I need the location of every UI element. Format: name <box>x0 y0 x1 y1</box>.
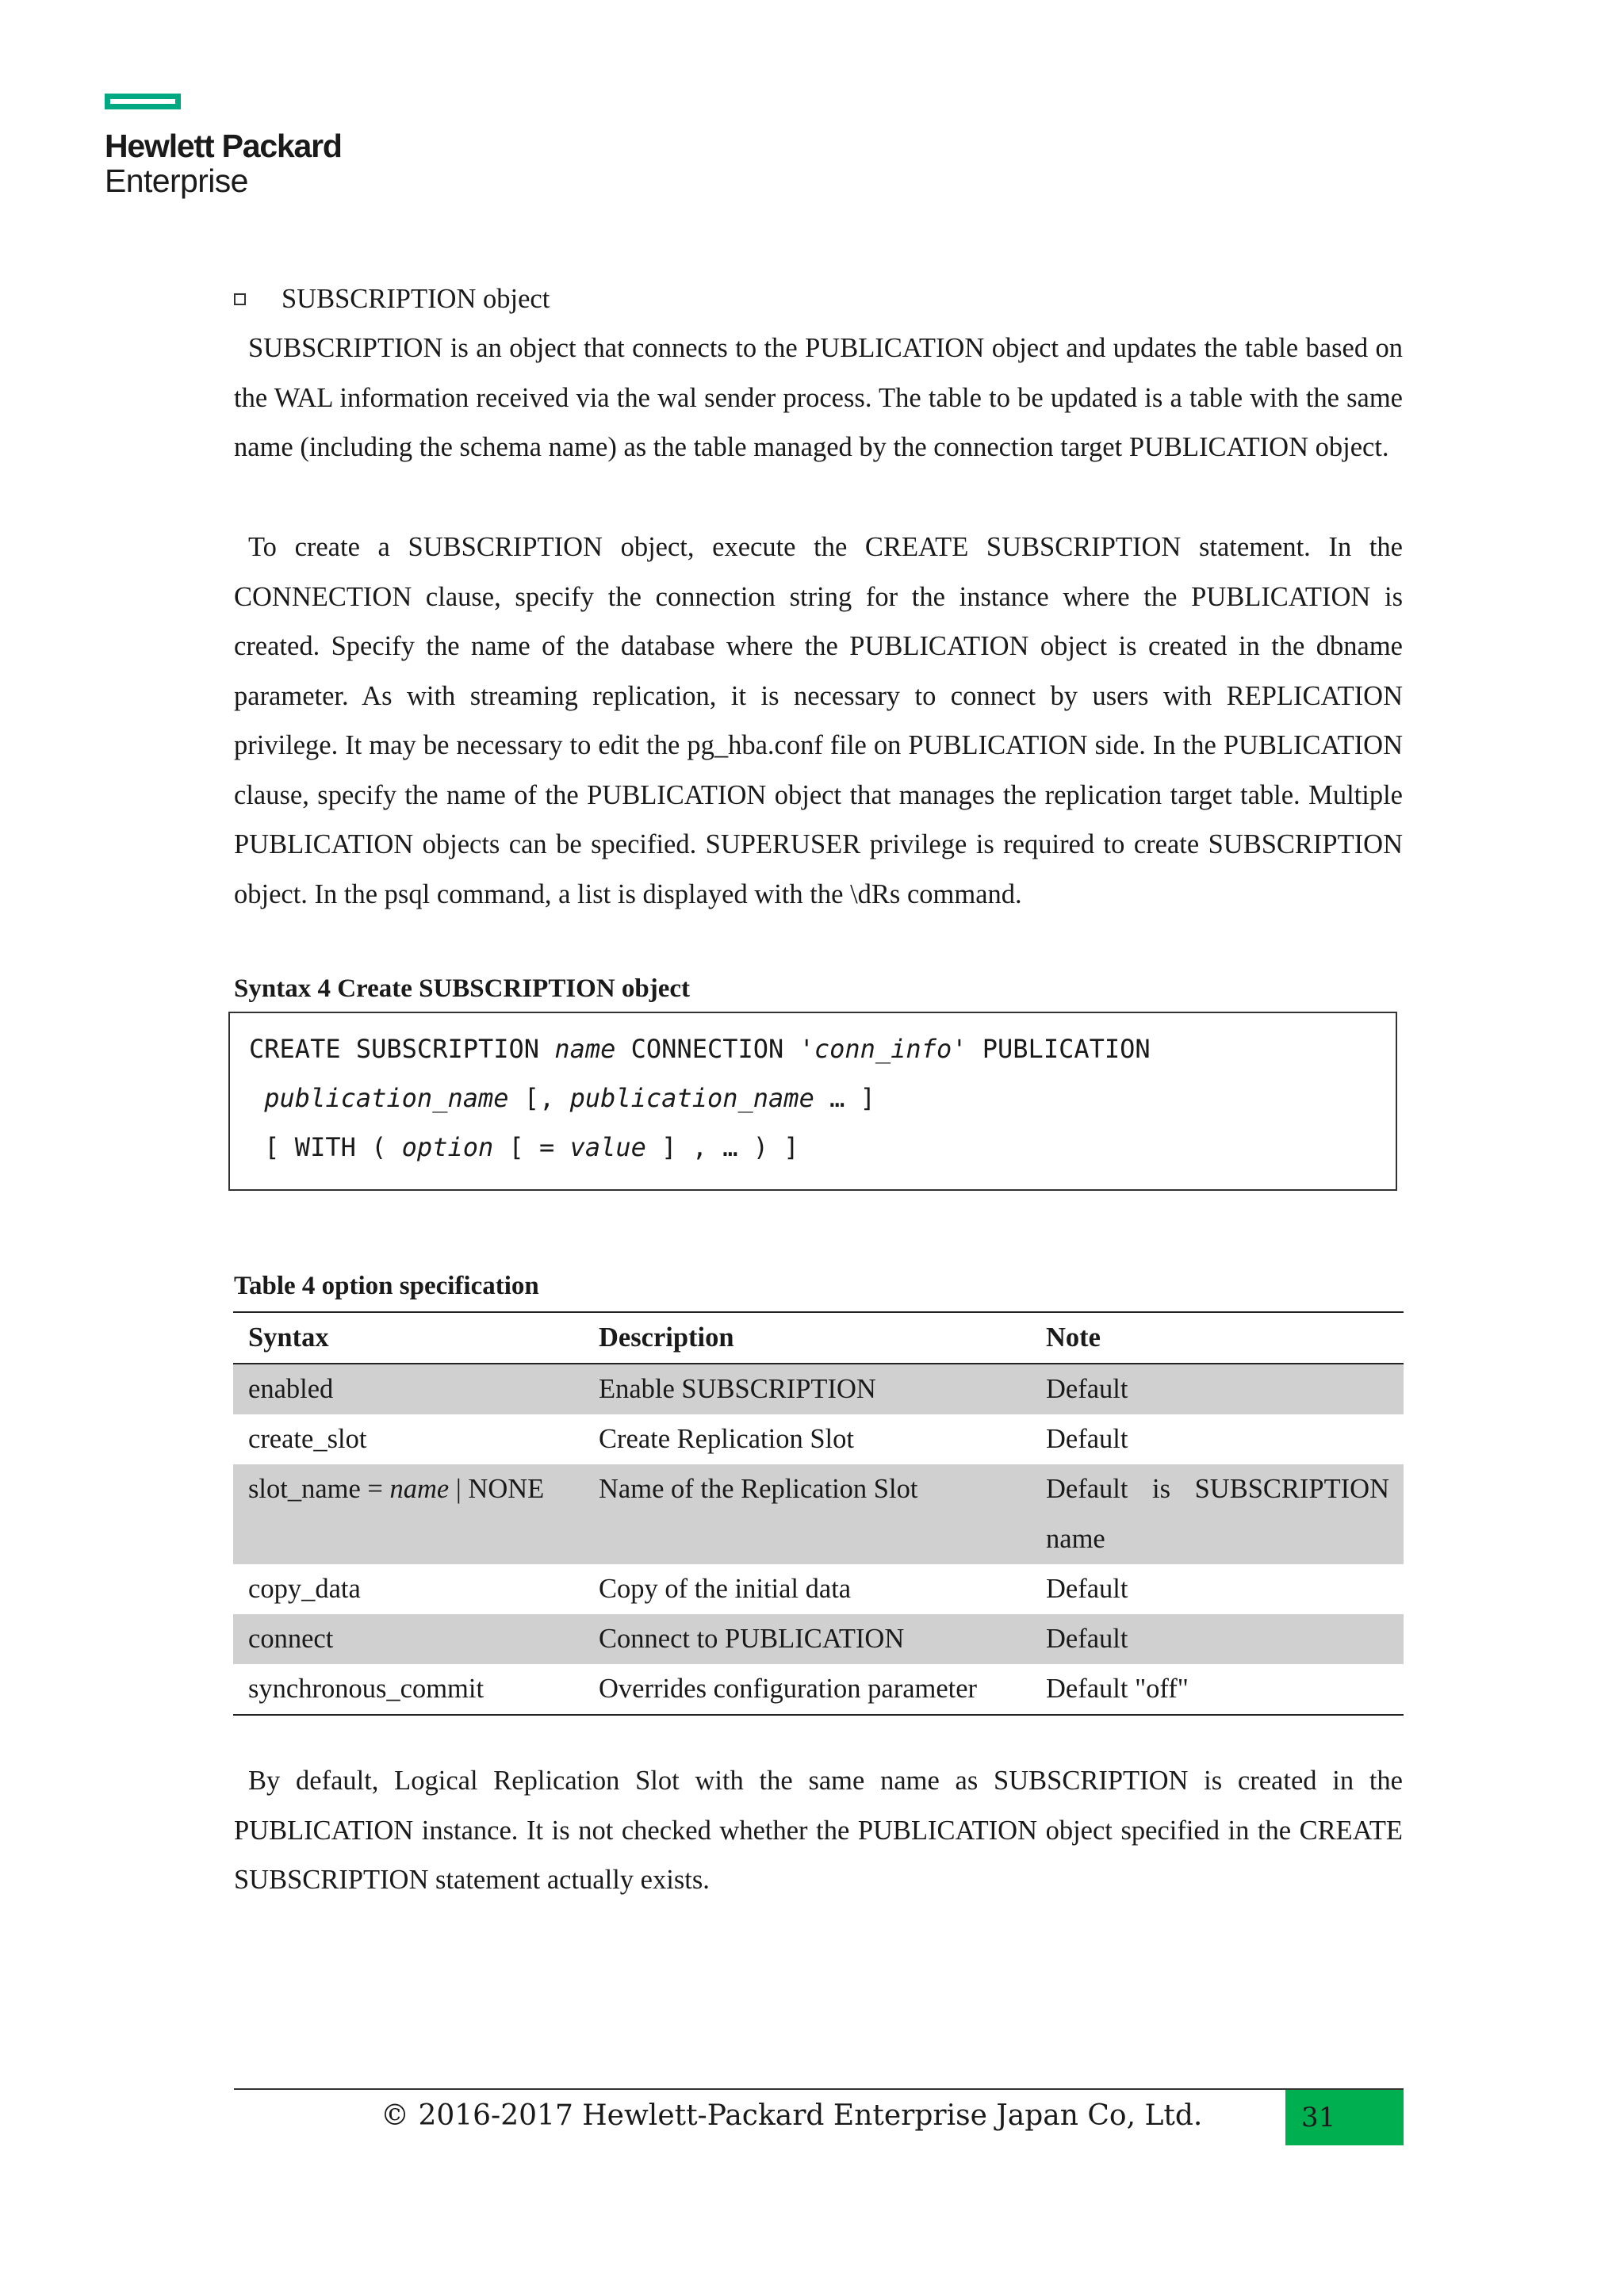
table-row: synchronous_commit Overrides configuration parameter Default "off" <box>233 1664 1404 1715</box>
table-row: connect Connect to PUBLICATION Default <box>233 1614 1404 1664</box>
table-header-syntax: Syntax <box>233 1312 584 1364</box>
table-row: copy_data Copy of the initial data Default <box>248 1574 1128 1604</box>
option-table <box>233 1311 1404 1716</box>
paragraph-1: SUBSCRIPTION is an object that connects to the PUBLICATION object and updates the table based on the WAL information received via the wal sender process. The table to be updated is a table with the same name (including the schema name) as the table managed by the connection target PUBLICATION object. <box>234 333 1403 462</box>
logo-text-line2: Enterprise <box>105 163 248 199</box>
page-number: 31 <box>1285 2090 1404 2145</box>
logo-bar-icon <box>105 94 181 109</box>
syntax-code-block: CREATE SUBSCRIPTION name CONNECTION 'conn_info' PUBLICATION publication_name [, publication_name … ] [ WITH ( option [ = value ] , … ) ] <box>228 1012 1397 1191</box>
table-row: slot_name = name | NONE Name of the Replication Slot Default is SUBSCRIPTION name <box>233 1464 1404 1564</box>
paragraph-2: To create a SUBSCRIPTION object, execute the CREATE SUBSCRIPTION statement. In the CONNECTION clause, specify the connection string for the instance where the PUBLICATION is created. Specify the name of the database where the PUBLICATION object is created in the dbname parameter. As with streaming replication, it is necessary to connect by users with REPLICATION privilege. It may be necessary to edit the pg_hba.conf file on PUBLICATION side. In the PUBLICATION clause, specify the name of the PUBLICATION object that manages the replication target table. Multiple PUBLICATION objects can be specified. SUPERUSER privilege is required to create SUBSCRIPTION object. In the psql command, a list is displayed with the \dRs command. <box>234 532 1403 909</box>
section-heading <box>234 274 550 323</box>
section-heading-text: SUBSCRIPTION object <box>282 284 550 314</box>
table-header-note: Note <box>1031 1312 1404 1364</box>
table-caption: Table 4 option specification <box>234 1272 539 1300</box>
table-row: create_slot Create Replication Slot Default <box>248 1424 1128 1454</box>
table-header-description: Description <box>584 1312 1031 1364</box>
table-header-row <box>233 1312 1404 1364</box>
hpe-logo <box>105 94 342 198</box>
logo-text-line1: Hewlett Packard <box>105 128 342 164</box>
paragraph-3: By default, Logical Replication Slot with the same name as SUBSCRIPTION is created in the PUBLICATION instance. It is not checked whether the PUBLICATION object specified in the CREATE SUBSCRIPTION statement actually exists. <box>234 1766 1403 1895</box>
table-row: enabled Enable SUBSCRIPTION Default <box>233 1364 1404 1414</box>
syntax-caption: Syntax 4 Create SUBSCRIPTION object <box>234 974 691 1003</box>
square-bullet-icon <box>234 293 246 305</box>
footer-copyright: © 2016-2017 Hewlett-Packard Enterprise Japan Co, Ltd. <box>381 2099 1203 2132</box>
footer-divider <box>234 2088 1404 2090</box>
